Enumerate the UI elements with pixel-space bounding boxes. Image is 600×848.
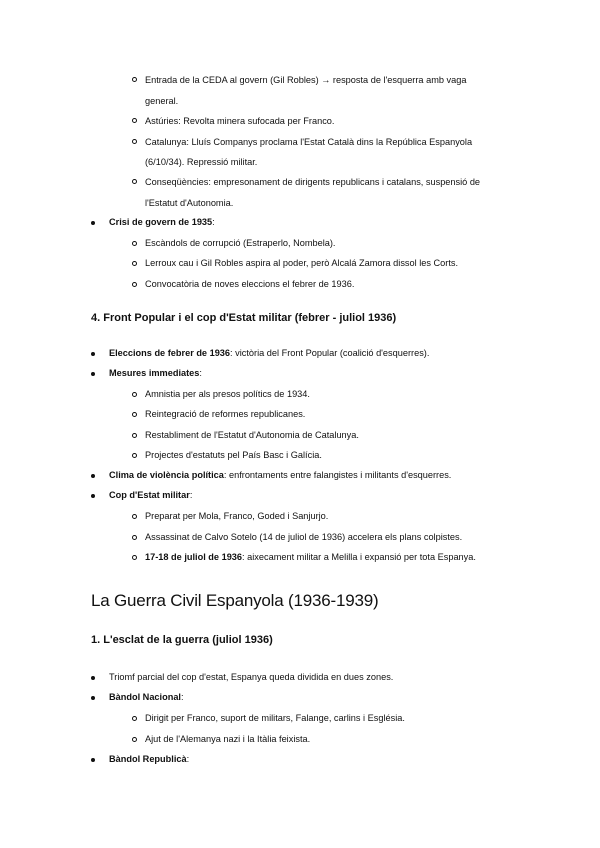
list-item: Triomf parcial del cop d'estat, Espanya queda dividida en dues zones. [109, 672, 394, 682]
cop-label: Cop d'Estat militar [109, 490, 190, 500]
clima-label: Clima de violència política [109, 470, 224, 480]
cop-suffix: : [189, 490, 193, 500]
list-item: Escàndols de corrupció (Estraperlo, Nombela). [145, 238, 336, 248]
list-item: Convocatòria de noves eleccions el febrer de 1936. [145, 279, 355, 289]
bullet-dot [91, 352, 95, 356]
bullet-dot [91, 676, 95, 680]
list-item [109, 469, 451, 481]
republica-suffix: : [186, 754, 190, 764]
bullet-circle [132, 453, 137, 458]
bullet-circle [132, 139, 137, 144]
list-item: Dirigit per Franco, suport de militars, Falange, carlins i Església. [145, 713, 405, 723]
bullet-dot [91, 696, 95, 700]
list-item [109, 216, 215, 228]
list-item [109, 691, 184, 703]
nacional-suffix: : [180, 692, 184, 702]
list-item: Ajut de l'Alemanya nazi i la Itàlia feixista. [145, 734, 311, 744]
list-item: Lerroux cau i Gil Robles aspira al poder, però Alcalá Zamora dissol les Corts. [145, 258, 459, 268]
bullet-dot [91, 758, 95, 762]
bullet-dot [91, 221, 95, 225]
list-item: Projectes d'estatuts pel País Basc i Galícia. [145, 450, 322, 460]
clima-text: : enfrontaments entre falangistes i militants d'esquerres. [223, 470, 452, 480]
bullet-circle [132, 179, 137, 184]
list-item [109, 367, 202, 379]
section-heading: 1. L'esclat de la guerra (juliol 1936) [91, 634, 273, 646]
list-item: Catalunya: Lluís Companys proclama l'Estat Català dins la República Espanyola [145, 137, 473, 147]
nacional-label: Bàndol Nacional [109, 692, 181, 702]
page-title: La Guerra Civil Espanyola (1936-1939) [91, 591, 379, 610]
eleccions-label: Eleccions de febrer de 1936 [109, 348, 231, 358]
list-item: Restabliment de l'Estatut d'Autonomia de Catalunya. [145, 430, 359, 440]
bullet-circle [132, 392, 137, 397]
list-item: Astúries: Revolta minera sufocada per Franco. [145, 116, 335, 126]
bullet-circle [132, 412, 137, 417]
crisi-label: Crisi de govern de 1935 [109, 217, 213, 227]
list-item-continuation: l'Estatut d'Autonomia. [145, 198, 234, 208]
list-item [109, 489, 192, 501]
bullet-circle [132, 737, 137, 742]
bullet-circle [132, 282, 137, 287]
list-item [145, 551, 476, 563]
crisi-suffix: : [212, 217, 215, 227]
list-item: Reintegració de reformes republicanes. [145, 409, 306, 419]
bullet-circle [132, 118, 137, 123]
republica-label: Bàndol Republicà [109, 754, 187, 764]
bullet-circle [132, 77, 137, 82]
bullet-circle [132, 514, 137, 519]
mesures-label: Mesures immediates [109, 368, 200, 378]
list-item: Conseqüències: empresonament de dirigents republicans i catalans, suspensió de [145, 177, 481, 187]
list-item: Amnistia per als presos polítics de 1934. [145, 389, 310, 399]
eleccions-text: : victòria del Front Popular (coalició d'esquerres). [230, 348, 430, 358]
bullet-circle [132, 716, 137, 721]
bullet-circle [132, 261, 137, 266]
bullet-dot [91, 372, 95, 376]
cop-item3-text: : aixecament militar a Melilla i expansió per tota Espanya. [242, 552, 476, 562]
bullet-dot [91, 494, 95, 498]
bullet-dot [91, 474, 95, 478]
list-item-continuation: general. [145, 96, 179, 106]
mesures-suffix: : [199, 368, 202, 378]
bullet-circle [132, 555, 137, 560]
bullet-circle [132, 535, 137, 540]
section-heading: 4. Front Popular i el cop d'Estat militar (febrer - juliol 1936) [91, 312, 397, 324]
list-item: Preparat per Mola, Franco, Goded i Sanjurjo. [145, 511, 329, 521]
list-item-continuation: (6/10/34). Repressió militar. [145, 157, 258, 167]
list-item: Entrada de la CEDA al govern (Gil Robles) → resposta de l'esquerra amb vaga [145, 75, 467, 85]
bullet-circle [132, 433, 137, 438]
list-item [109, 347, 429, 359]
cop-item3-label: 17-18 de juliol de 1936 [145, 552, 243, 562]
list-item [109, 753, 189, 765]
list-item: Assassinat de Calvo Sotelo (14 de juliol de 1936) accelera els plans colpistes. [145, 532, 463, 542]
bullet-circle [132, 241, 137, 246]
